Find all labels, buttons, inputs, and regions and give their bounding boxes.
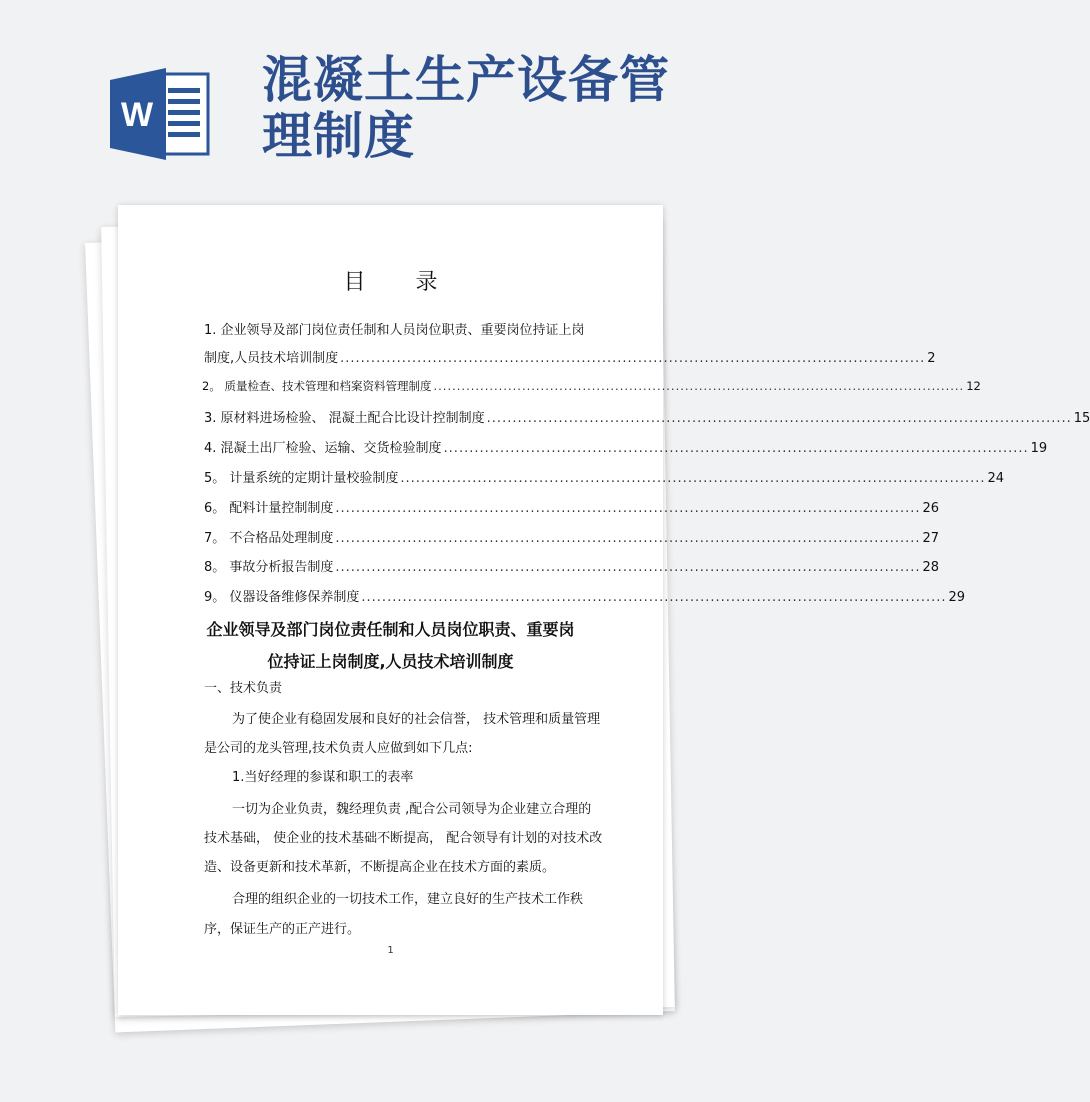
- toc-item-label: 6。 配料计量控制制度: [204, 501, 334, 516]
- toc-leader-dots: ..................................................................................................................: [486, 411, 1072, 426]
- toc-title: 目录: [343, 270, 488, 295]
- section-heading-line-2: 位持证上岗制度,人员技术培训制度: [267, 652, 514, 671]
- toc-item-page: 19: [1030, 441, 1048, 456]
- paragraph-line: 序，保证生产的正产进行。: [204, 922, 361, 937]
- toc-leader-dots: ..................................................................................................................: [335, 531, 921, 546]
- document-page: [118, 205, 1090, 1015]
- toc-item-label: 4. 混凝土出厂检验、运输、交货检验制度: [204, 441, 442, 456]
- toc-item-label: 8。 事故分析报告制度: [204, 560, 334, 575]
- toc-item[interactable]: [204, 556, 940, 575]
- toc-leader-dots: ..................................................................................................................: [335, 501, 921, 516]
- toc-leader-dots: ..................................................................................................................: [433, 379, 965, 393]
- toc-item-label: 9。 仪器设备维修保养制度: [204, 590, 360, 605]
- toc-leader-dots: ..................................................................................................................: [361, 590, 947, 605]
- paragraph-line: 一切为企业负责，魏经理负责 ,配合公司领导为企业建立合理的: [232, 802, 592, 817]
- toc-leader-dots: ..................................................................................................................: [443, 441, 1029, 456]
- toc-item[interactable]: [204, 527, 940, 546]
- word-document-icon: [110, 68, 210, 160]
- title-line-2: 理制度: [262, 107, 415, 165]
- toc-item-page: 24: [987, 471, 1005, 486]
- paragraph-line: 为了使企业有稳固发展和良好的社会信誉， 技术管理和质量管理: [232, 712, 601, 727]
- toc-item-label: 7。 不合格品处理制度: [204, 531, 334, 546]
- toc-item[interactable]: [204, 407, 1090, 426]
- toc-item-page: 26: [922, 501, 940, 516]
- toc-item-page: 15: [1073, 411, 1090, 426]
- subsection-heading: 一、技术负责: [204, 681, 283, 696]
- toc-item-page: 12: [966, 379, 981, 393]
- word-logo-letter: W: [120, 96, 154, 134]
- toc-item[interactable]: [204, 586, 966, 605]
- toc-leader-dots: ..................................................................................................................: [400, 471, 986, 486]
- toc-item-label: 3. 原材料进场检验、 混凝土配合比设计控制制度: [204, 411, 485, 426]
- toc-item-1-line-1: 1. 企业领导及部门岗位责任制和人员岗位职责、重要岗位持证上岗: [204, 323, 585, 338]
- toc-item[interactable]: [202, 378, 981, 394]
- toc-item-label: 制度,人员技术培训制度: [204, 351, 339, 366]
- toc-item-page: 29: [948, 590, 966, 605]
- toc-item[interactable]: [204, 347, 936, 366]
- point-heading: 1.当好经理的参谋和职工的表率: [232, 770, 414, 785]
- toc-item-page: 28: [922, 560, 940, 575]
- paragraph-line: 合理的组织企业的一切技术工作，建立良好的生产技术工作秩: [232, 892, 584, 907]
- paragraph-line: 是公司的龙头管理,技术负责人应做到如下几点:: [204, 741, 473, 756]
- toc-item[interactable]: [204, 467, 1005, 486]
- section-heading-line-1: 企业领导及部门岗位责任制和人员岗位职责、重要岗: [206, 620, 575, 639]
- toc-item-label: 5。 计量系统的定期计量校验制度: [204, 471, 399, 486]
- toc-leader-dots: ..................................................................................................................: [335, 560, 921, 575]
- title-line-1: 混凝土生产设备管: [262, 51, 670, 109]
- page-number: 1: [387, 945, 394, 956]
- toc-item-page: 27: [922, 531, 940, 546]
- toc-item-page: 2: [927, 351, 936, 366]
- toc-item[interactable]: [204, 437, 1048, 456]
- toc-item[interactable]: [204, 497, 940, 516]
- toc-item-label: 2。 质量检查、技术管理和档案资料管理制度: [202, 379, 432, 393]
- paragraph-line: 技术基础， 使企业的技术基础不断提高， 配合领导有计划的对技术改: [204, 831, 603, 846]
- document-title: [262, 52, 762, 164]
- toc-leader-dots: ..................................................................................................................: [340, 351, 926, 366]
- paragraph-line: 造、设备更新和技术革新，不断提高企业在技术方面的素质。: [204, 860, 556, 875]
